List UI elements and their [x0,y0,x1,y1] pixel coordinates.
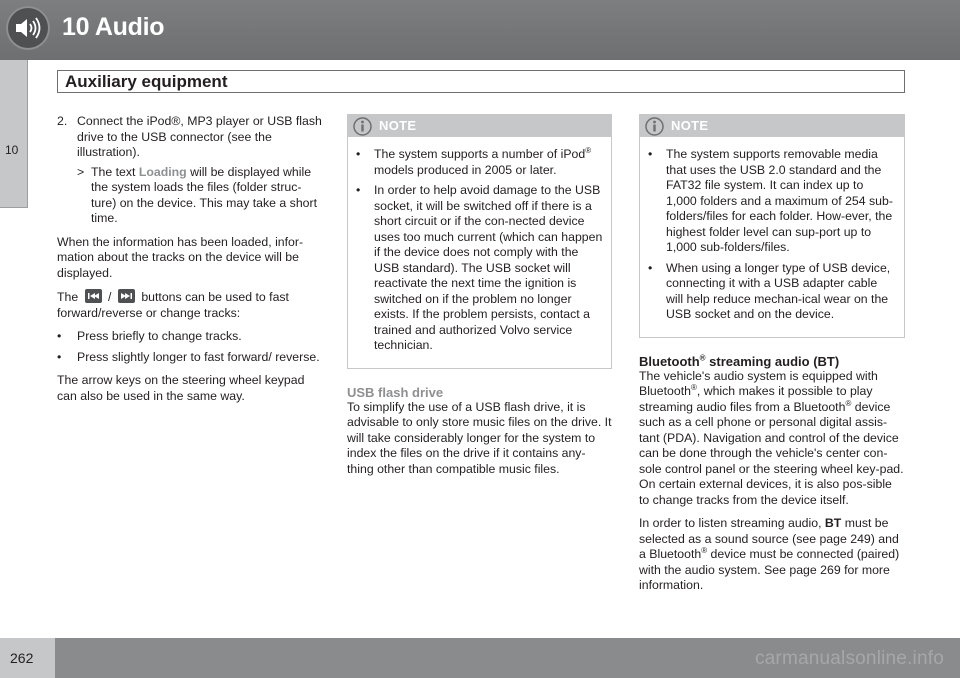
bullet: • [57,349,62,364]
note-body [348,137,611,368]
buttons-separator: / [108,290,112,304]
list-item-text: In order to help avoid damage to the USB socket, it will be switched off if there is a short circuit or if the con-nected device uses too much current (which can happen if the device does not comply with the USB standard). The USB socket will reactivate the next time the ignition is switched on if the problem no longer exists. If the problem persists, contact a trained and authorized Volvo service technician. [374,183,603,352]
usb-paragraph: To simplify the use of a USB flash drive, it is advisable to only store music files on the drive. It will take considerably longer for the system to index the files on the drive if it contains any-thing other than compatible music files. [347,399,612,476]
column-right [639,114,905,602]
heading-text: Bluetooth [639,353,700,369]
paragraph-info-loaded: When the information has been loaded, infor-mation about the tracks on the device will be displayed. [57,234,304,280]
note-text: models produced in 2005 or later. [374,162,557,177]
result-text [91,165,323,227]
list-item [356,183,603,354]
list-item-text: Press briefly to change tracks. [77,329,242,343]
paragraph-text: device must be connected (paired) with the audio system. See page 269 for more information. [639,547,900,592]
note-list [648,147,896,323]
previous-track-button-icon [85,289,102,303]
watermark: carmanualsonline.info [754,648,944,669]
result-text-pre: The text [91,164,139,179]
bluetooth-paragraph-1 [639,369,905,509]
note-body [640,137,904,337]
paragraph-text: The vehicle's audio system is equipped with Bluetooth [639,368,878,398]
column-left [57,114,323,412]
registered-mark: ® [585,145,592,155]
next-track-button-icon [118,289,135,303]
page-footer [0,638,960,678]
paragraph-buttons [57,289,323,321]
list-item-text: Press slightly longer to fast forward/ reverse. [77,349,320,364]
note-title: NOTE [671,118,709,133]
note-box-usb [639,114,905,338]
list-item [57,329,323,345]
chapter-title: 10 Audio [62,13,165,41]
bullet: • [648,260,653,275]
note-text: The system supports a number of iPod [374,147,586,161]
heading-text: streaming audio (BT) [705,353,840,369]
button-usage-list [57,329,323,365]
registered-mark: ® [690,382,697,392]
chapter-tab-number: 10 [5,143,19,157]
result-marker: > [77,164,85,179]
page-number: 262 [10,650,34,666]
paragraph-text: In order to listen streaming audio, [639,516,825,530]
bt-source-label: BT [824,516,842,530]
paragraph-text: must be selected as a sound source (see page 249) and a Bluetooth [639,516,899,561]
note-header [640,115,904,137]
list-item-text: When using a longer type of USB device, connecting it with a USB adapter cable will help reduce mechan-ical wear on the USB socket and on the device. [666,260,891,321]
step-text: Connect the iPod®, MP3 player or USB flash drive to the USB connector (see the illustration). [77,114,322,159]
step-number: 2. [57,114,68,128]
chapter-tab [0,60,28,208]
bullet: • [57,329,62,343]
speaker-icon [6,6,50,50]
list-item [648,261,896,323]
bullet: • [356,183,361,197]
registered-mark: ® [699,353,706,363]
paragraph-text: device such as a cell phone or personal digital assis-tant (PDA). Navigation and control of the device can be done through the vehicle's center con-sole control panel or the steering wheel key-pad. On certain external devices, it is also pos-sible to change tracks from the device itself. [639,399,904,507]
note-box-ipod [347,114,612,369]
info-icon [353,117,372,136]
buttons-text-post: buttons can be used to fast forward/reverse or change tracks: [57,290,289,320]
note-header [348,115,611,137]
bluetooth-heading [639,354,905,369]
bullet: • [648,147,653,161]
list-item-text: The system supports removable media that uses the USB 2.0 standard and the FAT32 file system. It can index up to 1,000 folders and a maximum of 254 sub-folders/files for each folder. How-ever, the highest folder level can sup-port up to 1,000 sub-folders/files. [666,147,893,254]
column-middle [347,114,612,485]
registered-mark: ® [845,398,852,408]
list-item [648,147,896,256]
registered-mark: ® [701,545,708,555]
bluetooth-paragraph-2 [639,516,905,594]
paragraph-steering-wheel: The arrow keys on the steering wheel keypad can also be used in the same way. [57,373,305,403]
list-item [356,147,603,178]
usb-heading: USB flash drive [347,384,444,400]
loading-highlight: Loading [138,164,187,179]
buttons-text-pre: The [57,290,79,304]
info-icon [645,117,664,136]
note-title: NOTE [379,118,417,133]
bullet: • [356,147,361,161]
list-item [57,350,323,366]
step-2 [57,114,323,161]
list-item-text [374,147,603,178]
note-list [356,147,603,354]
paragraph-text: , which makes it possible to play streaming audio files from a Bluetooth [639,384,873,414]
step-result [77,165,323,227]
page-number-box [0,638,55,678]
section-title: Auxiliary equipment [65,72,228,91]
section-header [57,70,905,93]
chapter-header [0,0,960,60]
result-text-post: will be displayed while the system loads the files (folder struc-ture) on the device. This may take a short time. [91,164,318,225]
